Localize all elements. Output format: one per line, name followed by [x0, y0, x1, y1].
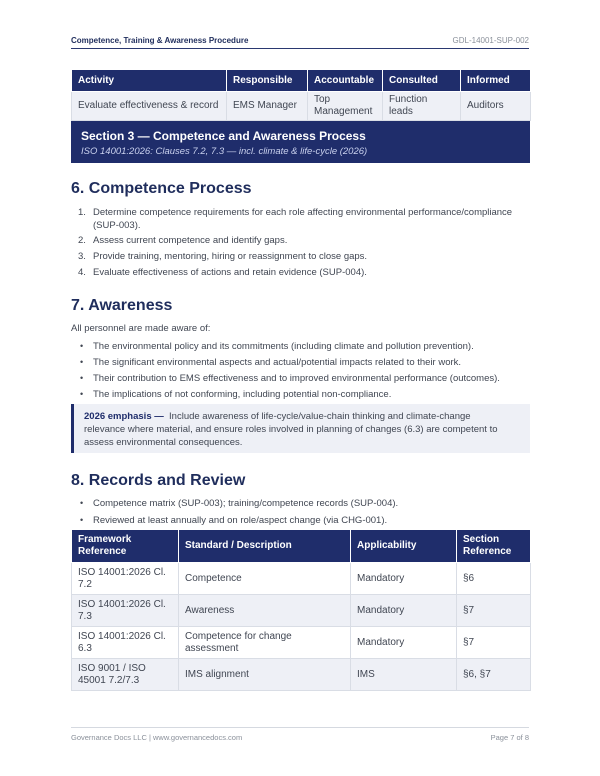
table-cell: Mandatory [351, 595, 457, 627]
footer-page-number: Page 7 of 8 [490, 733, 529, 742]
list-item: The environmental policy and its commitments (including climate and pollution prevention). [93, 341, 474, 352]
bullet-glyph: • [80, 357, 84, 367]
raci-header-consulted: Consulted [383, 70, 461, 92]
table-row [72, 659, 531, 691]
table-cell: §7 [457, 595, 531, 627]
section-banner-subtitle: ISO 14001:2026: Clauses 7.2, 7.3 — incl. climate & life-cycle (2026) [81, 146, 368, 157]
refs-header-section: Section Reference [457, 530, 531, 563]
refs-header-framework: Framework Reference [72, 530, 179, 563]
table-cell: Mandatory [351, 627, 457, 659]
table-cell: Auditors [461, 92, 531, 121]
bullet-glyph: • [80, 515, 84, 525]
list-item: Evaluate effectiveness of actions and retain evidence (SUP-004). [93, 267, 367, 278]
list-number: 4. [78, 267, 86, 278]
table-cell: Competence for change assessment [179, 627, 351, 659]
callout-line: relevance where material, and ensure roles involved in planning of changes (6.3) are competent to [84, 424, 498, 435]
table-cell: IMS alignment [179, 659, 351, 691]
table-row [72, 595, 531, 627]
refs-header-standard: Standard / Description [179, 530, 351, 563]
bullet-glyph: • [80, 373, 84, 383]
raci-header-row [72, 70, 531, 92]
header-title: Competence, Training & Awareness Procedure [71, 36, 249, 45]
list-item: Their contribution to EMS effectiveness and to improved environmental performance (outcomes). [93, 373, 500, 384]
awareness-intro: All personnel are made aware of: [71, 323, 211, 334]
table-cell: Function leads [383, 92, 461, 121]
table-cell: ISO 14001:2026 Cl. 7.3 [72, 595, 179, 627]
table-cell: ISO 14001:2026 Cl. 7.2 [72, 563, 179, 595]
footer-company: Governance Docs LLC | www.governancedocs.com [71, 733, 243, 742]
refs-header-row [72, 530, 531, 563]
table-cell: Awareness [179, 595, 351, 627]
bullet-glyph: • [80, 341, 84, 351]
page-header [71, 36, 529, 48]
list-number: 1. [78, 207, 86, 218]
list-number: 2. [78, 235, 86, 246]
raci-table [71, 70, 531, 121]
heading-awareness: 7. Awareness [71, 297, 173, 314]
raci-header-informed: Informed [461, 70, 531, 92]
section-banner-title: Section 3 — Competence and Awareness Process [81, 129, 366, 143]
table-cell: Mandatory [351, 563, 457, 595]
refs-header-applicability: Applicability [351, 530, 457, 563]
table-cell: §7 [457, 627, 531, 659]
footer-divider [71, 727, 529, 728]
callout-line: assess environmental consequences. [84, 437, 243, 448]
heading-competence: 6. Competence Process [71, 180, 252, 197]
list-number: 3. [78, 251, 86, 262]
framework-reference-table [71, 530, 531, 691]
list-item: Provide training, mentoring, hiring or reassignment to close gaps. [93, 251, 368, 262]
table-cell: §6, §7 [457, 659, 531, 691]
raci-header-responsible: Responsible [227, 70, 308, 92]
table-cell: §6 [457, 563, 531, 595]
raci-header-accountable: Accountable [308, 70, 383, 92]
table-cell: IMS [351, 659, 457, 691]
header-divider [71, 48, 529, 49]
header-doc-id: GDL-14001-SUP-002 [452, 36, 529, 45]
table-row [72, 563, 531, 595]
list-item: Competence matrix (SUP-003); training/competence records (SUP-004). [93, 498, 399, 509]
list-item: The significant environmental aspects and actual/potential impacts related to their work. [93, 357, 462, 368]
table-cell: Top Management [308, 92, 383, 121]
section-banner [71, 121, 530, 163]
table-cell: ISO 14001:2026 Cl. 6.3 [72, 627, 179, 659]
table-cell: EMS Manager [227, 92, 308, 121]
table-row [72, 92, 531, 121]
table-cell: ISO 9001 / ISO 45001 7.2/7.3 [72, 659, 179, 691]
list-item-continuation: (SUP-003). [93, 220, 141, 231]
callout-line: Include awareness of life-cycle/value-chain thinking and climate-change [169, 411, 471, 422]
raci-header-activity: Activity [72, 70, 227, 92]
list-item: The implications of not conforming, including potential non-compliance. [93, 389, 392, 400]
callout-text [84, 410, 520, 449]
emphasis-callout [71, 404, 530, 453]
list-item: Assess current competence and identify gaps. [93, 235, 288, 246]
table-cell: Evaluate effectiveness & record [72, 92, 227, 121]
bullet-glyph: • [80, 498, 84, 508]
table-row [72, 627, 531, 659]
heading-records: 8. Records and Review [71, 472, 246, 489]
list-item: Determine competence requirements for each role affecting environmental performance/compliance [93, 207, 513, 218]
list-item: Reviewed at least annually and on role/aspect change (via CHG-001). [93, 515, 388, 526]
bullet-glyph: • [80, 389, 84, 399]
table-cell: Competence [179, 563, 351, 595]
callout-label: 2026 emphasis — [84, 411, 164, 422]
